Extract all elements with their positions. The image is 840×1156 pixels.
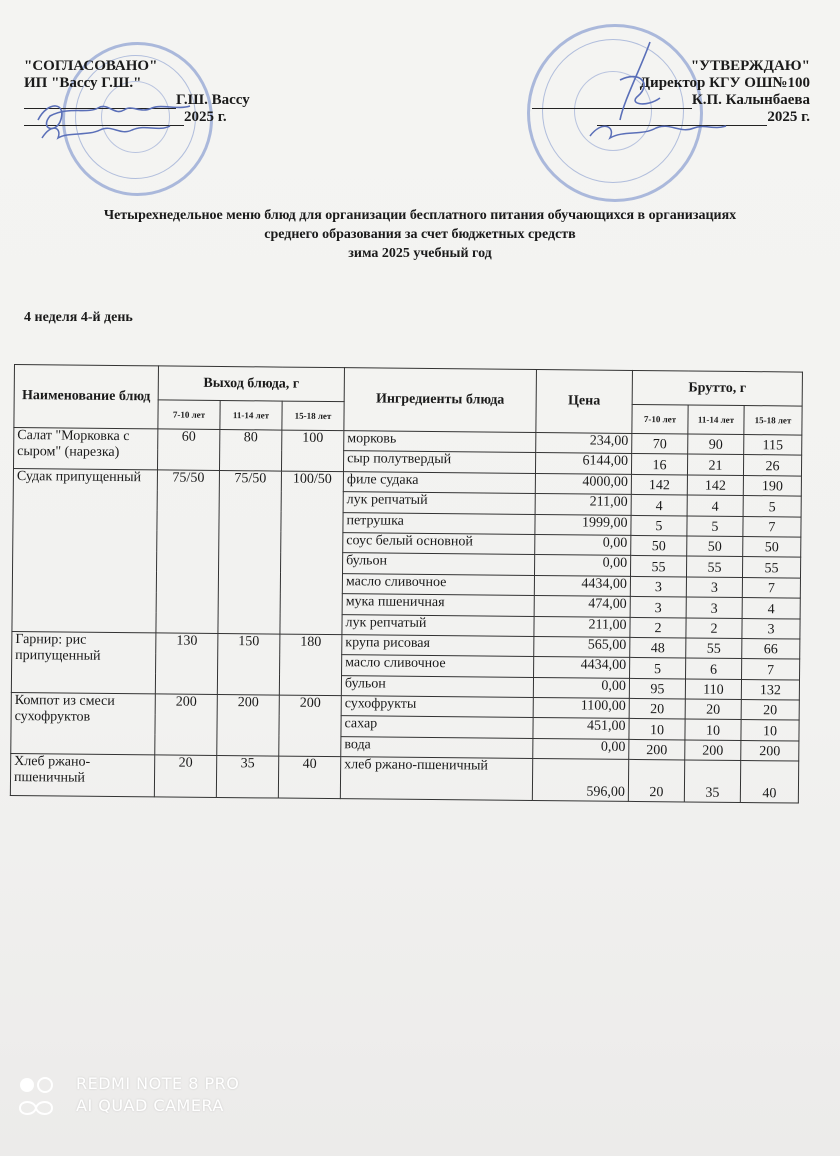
ingredient-price-cell: 211,00 [534,616,630,637]
dish-yield-cell: 200 [155,694,218,756]
header-gross-age-15-18: 15-18 лет [744,406,802,436]
ingredient-gross-cell: 55 [742,557,800,578]
ingredient-price-cell: 0,00 [533,677,629,698]
title-line-1: Четырехнедельное меню блюд для организации бесплатного питания обучающихся в организациях [103,208,737,223]
agreed-signer: Г.Ш. Вассу [176,92,250,108]
ingredient-gross-cell: 26 [743,455,801,476]
ingredient-name-cell: сахар [341,716,533,738]
ingredient-gross-cell: 50 [687,536,743,557]
ingredient-gross-cell: 7 [742,659,800,680]
ingredient-gross-cell: 66 [742,638,800,659]
ingredient-gross-cell: 2 [630,617,686,638]
ingredient-gross-cell: 95 [629,678,685,699]
ingredient-name-cell: морковь [344,431,536,453]
agreed-title: "СОГЛАСОВАНО" [24,58,158,74]
ingredient-price-cell: 474,00 [534,596,630,617]
ingredient-name-cell: бульон [341,675,533,697]
ingredient-gross-cell: 3 [630,576,686,597]
menu-table [10,364,803,804]
header-yield: Выход блюда, г [158,366,344,402]
ingredient-gross-cell: 6 [686,658,742,679]
ingredient-gross-cell: 70 [632,433,688,454]
ingredient-price-cell: 4434,00 [534,657,630,678]
ingredient-name-cell: вода [341,737,533,759]
dish-yield-cell: 75/50 [156,470,220,634]
ingredient-price-cell: 0,00 [533,738,629,759]
ingredient-gross-cell: 20 [685,699,741,720]
ingredient-gross-cell: 50 [631,535,687,556]
approved-signer: К.П. Калынбаева [691,92,810,108]
ingredient-name-cell: сухофрукты [341,696,533,718]
ingredient-gross-cell: 3 [686,577,742,598]
week-day-label: 4 неделя 4-й день [24,310,133,325]
ingredient-name-cell: соус белый основной [343,533,535,555]
ingredient-price-cell: 596,00 [532,759,628,802]
dish-yield-cell: 150 [217,633,280,695]
camera-watermark-icon [18,1074,62,1118]
ingredient-price-cell: 0,00 [535,534,631,555]
ingredient-name-cell: хлеб ржано-пшеничный [340,757,532,801]
dish-yield-cell: 80 [219,429,281,470]
ingredient-gross-cell: 2 [686,617,742,638]
ingredient-price-cell: 6144,00 [535,453,631,474]
ingredient-gross-cell: 200 [629,739,685,760]
dish-yield-cell: 35 [216,756,278,799]
dish-yield-cell: 200 [279,695,342,757]
header-price: Цена [536,370,633,434]
dish-name-cell: Компот из смеси сухофруктов [11,693,156,756]
ingredient-name-cell: масло сливочное [342,573,534,595]
ingredient-gross-cell: 7 [743,516,801,537]
ingredient-gross-cell: 10 [741,720,799,741]
dish-yield-cell: 100/50 [280,471,344,635]
dish-yield-cell: 180 [279,634,342,696]
approved-org: Директор КГУ ОШ№100 [639,75,810,91]
ingredient-gross-cell: 20 [628,760,684,803]
dish-yield-cell: 60 [157,429,219,470]
ingredient-gross-cell: 50 [743,536,801,557]
ingredient-price-cell: 1100,00 [533,698,629,719]
header-yield-age-11-14: 11-14 лет [220,400,282,430]
ingredient-gross-cell: 55 [686,556,742,577]
ingredient-gross-cell: 3 [630,597,686,618]
ingredient-price-cell: 565,00 [534,636,630,657]
ingredient-gross-cell: 4 [742,598,800,619]
header-yield-age-15-18: 15-18 лет [282,401,344,431]
ingredient-gross-cell: 90 [688,434,744,455]
ingredient-name-cell: петрушка [343,512,535,534]
ingredient-gross-cell: 35 [684,760,740,803]
ingredient-gross-cell: 190 [743,475,801,496]
ingredient-price-cell: 1999,00 [535,514,631,535]
ingredient-gross-cell: 55 [686,638,742,659]
ingredient-price-cell: 4000,00 [535,473,631,494]
ingredient-price-cell: 211,00 [535,494,631,515]
ingredient-name-cell: лук репчатый [343,492,535,514]
ingredient-gross-cell: 16 [631,454,687,475]
ingredient-gross-cell: 5 [630,658,686,679]
menu-table-body [10,428,801,804]
ingredient-gross-cell: 7 [742,577,800,598]
approved-date: 2025 г. [767,109,810,125]
approved-title: "УТВЕРЖДАЮ" [690,58,810,74]
ingredient-gross-cell: 142 [631,474,687,495]
ingredient-name-cell: бульон [343,553,535,575]
dish-yield-cell: 130 [155,633,218,695]
dish-name-cell: Судак припущенный [12,468,158,632]
header-approved-block [510,58,810,126]
ingredient-name-cell: мука пшеничная [342,594,534,616]
agreed-org: ИП "Вассу Г.Ш." [24,75,142,91]
ingredient-price-cell: 4434,00 [534,575,630,596]
ingredient-gross-cell: 110 [685,679,741,700]
title-line-2: среднего образования за счет бюджетных средств [264,227,576,242]
camera-watermark-line-2: AI QUAD CAMERA [76,1096,224,1115]
header-agreed-block [24,58,284,126]
ingredient-name-cell: масло сливочное [342,655,534,677]
table-row [10,754,798,804]
header-gross-age-11-14: 11-14 лет [688,405,744,435]
header-gross: Брутто, г [632,370,802,406]
ingredient-price-cell: 451,00 [533,718,629,739]
ingredient-price-cell: 0,00 [534,555,630,576]
ingredient-gross-cell: 5 [631,515,687,536]
dish-name-cell: Хлеб ржано-пшеничный [10,754,154,797]
document-title [20,206,820,263]
header-yield-age-7-10: 7-10 лет [158,400,220,430]
dish-yield-cell: 75/50 [218,470,282,634]
dish-yield-cell: 40 [278,756,340,799]
dish-yield-cell: 100 [281,430,343,471]
ingredient-gross-cell: 5 [687,516,743,537]
header-gross-age-7-10: 7-10 лет [632,404,688,434]
ingredient-gross-cell: 142 [687,475,743,496]
ingredient-gross-cell: 132 [741,679,799,700]
ingredient-price-cell: 234,00 [536,433,632,454]
title-line-3: зима 2025 учебный год [348,246,492,261]
ingredient-gross-cell: 4 [631,495,687,516]
header-ingredients: Ингредиенты блюда [344,368,537,433]
header-dish: Наименование блюд [14,365,159,429]
ingredient-name-cell: филе судака [343,471,535,493]
ingredient-gross-cell: 10 [685,719,741,740]
camera-watermark-line-1: REDMI NOTE 8 PRO [76,1074,240,1093]
ingredient-gross-cell: 200 [685,740,741,761]
ingredient-gross-cell: 21 [687,454,743,475]
ingredient-gross-cell: 10 [629,719,685,740]
ingredient-gross-cell: 20 [741,700,799,721]
ingredient-name-cell: лук репчатый [342,614,534,636]
ingredient-gross-cell: 200 [741,740,799,761]
dish-yield-cell: 200 [217,695,280,757]
ingredient-gross-cell: 20 [629,699,685,720]
camera-watermark-text [76,1073,239,1117]
ingredient-gross-cell: 40 [740,761,798,804]
ingredient-gross-cell: 3 [742,618,800,639]
ingredient-gross-cell: 48 [630,637,686,658]
dish-name-cell: Салат "Морковка с сыром" (нарезка) [13,428,157,470]
ingredient-name-cell: сыр полутвердый [343,451,535,473]
dish-yield-cell: 20 [154,755,216,798]
agreed-date: 2025 г. [184,109,227,125]
ingredient-gross-cell: 55 [630,556,686,577]
ingredient-gross-cell: 5 [743,496,801,517]
ingredient-name-cell: крупа рисовая [342,635,534,657]
ingredient-gross-cell: 4 [687,495,743,516]
dish-name-cell: Гарнир: рис припущенный [11,631,156,694]
ingredient-gross-cell: 3 [686,597,742,618]
ingredient-gross-cell: 115 [744,435,802,456]
